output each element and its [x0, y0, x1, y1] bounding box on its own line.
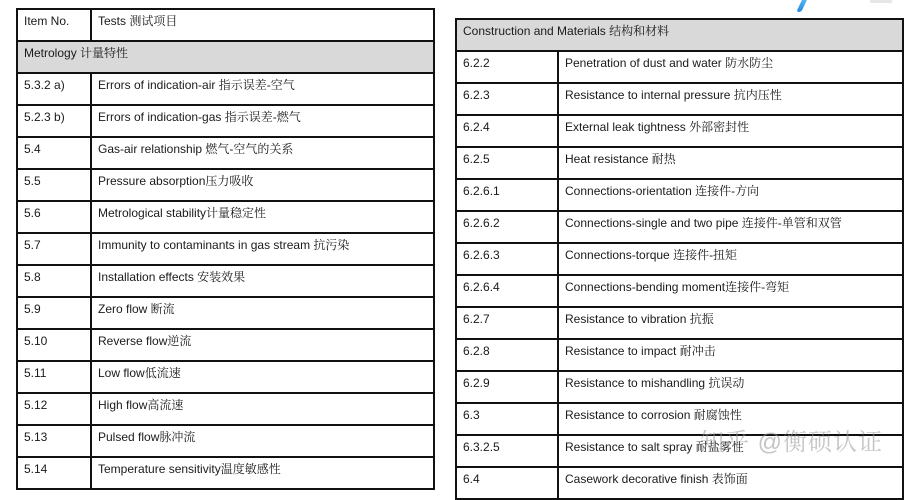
test-name-cell: External leak tightness 外部密封性	[558, 115, 903, 147]
table-row	[456, 371, 903, 403]
logo-fragment-shape	[870, 0, 892, 3]
item-number-cell: 5.7	[17, 233, 91, 265]
test-name-cell: Connections-torque 连接件-扭矩	[558, 243, 903, 275]
table-row	[17, 105, 434, 137]
item-number-cell: 5.9	[17, 297, 91, 329]
table-row	[17, 457, 434, 489]
item-number-cell: 5.14	[17, 457, 91, 489]
test-name-cell: Resistance to impact 耐冲击	[558, 339, 903, 371]
table-row	[17, 233, 434, 265]
table-row	[17, 265, 434, 297]
table-row	[456, 403, 903, 435]
test-name-cell: Resistance to vibration 抗振	[558, 307, 903, 339]
test-name-cell: Resistance to corrosion 耐腐蚀性	[558, 403, 903, 435]
test-name-cell: Pressure absorption压力吸收	[91, 169, 434, 201]
test-name-cell: Connections-single and two pipe 连接件-单管和双管	[558, 211, 903, 243]
table-row	[456, 275, 903, 307]
item-number-cell: 5.11	[17, 361, 91, 393]
test-name-cell: High flow高流速	[91, 393, 434, 425]
table-row	[17, 201, 434, 233]
table-row	[456, 339, 903, 371]
item-number-cell: 6.2.4	[456, 115, 558, 147]
test-name-cell: Penetration of dust and water 防水防尘	[558, 51, 903, 83]
section-title: Metrology 计量特性	[17, 41, 434, 73]
test-name-cell: Errors of indication-air 指示误差-空气	[91, 73, 434, 105]
test-name-cell: Heat resistance 耐热	[558, 147, 903, 179]
logo-fragment-icon	[796, 0, 808, 12]
item-number-cell: 6.2.2	[456, 51, 558, 83]
test-name-cell: Pulsed flow脉冲流	[91, 425, 434, 457]
item-number-cell: 6.2.6.4	[456, 275, 558, 307]
item-number-cell: 6.2.6.2	[456, 211, 558, 243]
test-name-cell: Metrological stability计量稳定性	[91, 201, 434, 233]
table-row	[456, 147, 903, 179]
table-row	[17, 425, 434, 457]
construction-tests-table	[455, 18, 904, 500]
test-name-cell: Errors of indication-gas 指示误差-燃气	[91, 105, 434, 137]
item-number-cell: 5.4	[17, 137, 91, 169]
item-number-cell: 6.2.6.1	[456, 179, 558, 211]
table-row	[456, 179, 903, 211]
table-row	[456, 435, 903, 467]
table-row	[17, 297, 434, 329]
test-name-cell: Zero flow 断流	[91, 297, 434, 329]
item-number-cell: 6.2.9	[456, 371, 558, 403]
item-number-cell: 6.2.6.3	[456, 243, 558, 275]
item-number-cell: 6.3.2.5	[456, 435, 558, 467]
table-row	[456, 467, 903, 499]
table-row	[17, 329, 434, 361]
table-header-row	[17, 9, 434, 41]
test-name-cell: Resistance to internal pressure 抗内压性	[558, 83, 903, 115]
table-row	[456, 83, 903, 115]
item-number-cell: 6.2.5	[456, 147, 558, 179]
section-row-metrology	[17, 41, 434, 73]
header-tests: Tests 测试项目	[91, 9, 434, 41]
table-row	[17, 137, 434, 169]
test-name-cell: Reverse flow逆流	[91, 329, 434, 361]
table-row	[456, 51, 903, 83]
item-number-cell: 5.13	[17, 425, 91, 457]
table-row	[17, 361, 434, 393]
item-number-cell: 5.10	[17, 329, 91, 361]
table-row	[17, 73, 434, 105]
table-row	[456, 211, 903, 243]
table-row	[456, 115, 903, 147]
test-name-cell: Installation effects 安装效果	[91, 265, 434, 297]
test-name-cell: Low flow低流速	[91, 361, 434, 393]
item-number-cell: 6.2.7	[456, 307, 558, 339]
item-number-cell: 5.8	[17, 265, 91, 297]
table-row	[456, 307, 903, 339]
watermark-text: 知乎 @衡硕认证	[700, 429, 884, 456]
header-item-no: Item No.	[17, 9, 91, 41]
test-name-cell: Connections-orientation 连接件-方向	[558, 179, 903, 211]
test-name-cell: Resistance to mishandling 抗误动	[558, 371, 903, 403]
item-number-cell: 5.5	[17, 169, 91, 201]
item-number-cell: 6.4	[456, 467, 558, 499]
item-number-cell: 5.12	[17, 393, 91, 425]
metrology-tests-table	[16, 8, 435, 490]
item-number-cell: 5.2.3 b)	[17, 105, 91, 137]
test-name-cell: Connections-bending moment连接件-弯矩	[558, 275, 903, 307]
test-name-cell: Immunity to contaminants in gas stream 抗污染	[91, 233, 434, 265]
test-name-cell: Temperature sensitivity温度敏感性	[91, 457, 434, 489]
test-name-cell: Resistance to salt spray 耐盐雾性	[558, 435, 903, 467]
table-row	[456, 243, 903, 275]
item-number-cell: 6.2.3	[456, 83, 558, 115]
table-row	[17, 169, 434, 201]
test-name-cell: Casework decorative finish 表饰面	[558, 467, 903, 499]
section-row-construction	[456, 19, 903, 51]
section-title: Construction and Materials 结构和材料	[456, 19, 903, 51]
item-number-cell: 5.3.2 a)	[17, 73, 91, 105]
table-row	[17, 393, 434, 425]
item-number-cell: 5.6	[17, 201, 91, 233]
item-number-cell: 6.3	[456, 403, 558, 435]
test-name-cell: Gas-air relationship 燃气-空气的关系	[91, 137, 434, 169]
item-number-cell: 6.2.8	[456, 339, 558, 371]
